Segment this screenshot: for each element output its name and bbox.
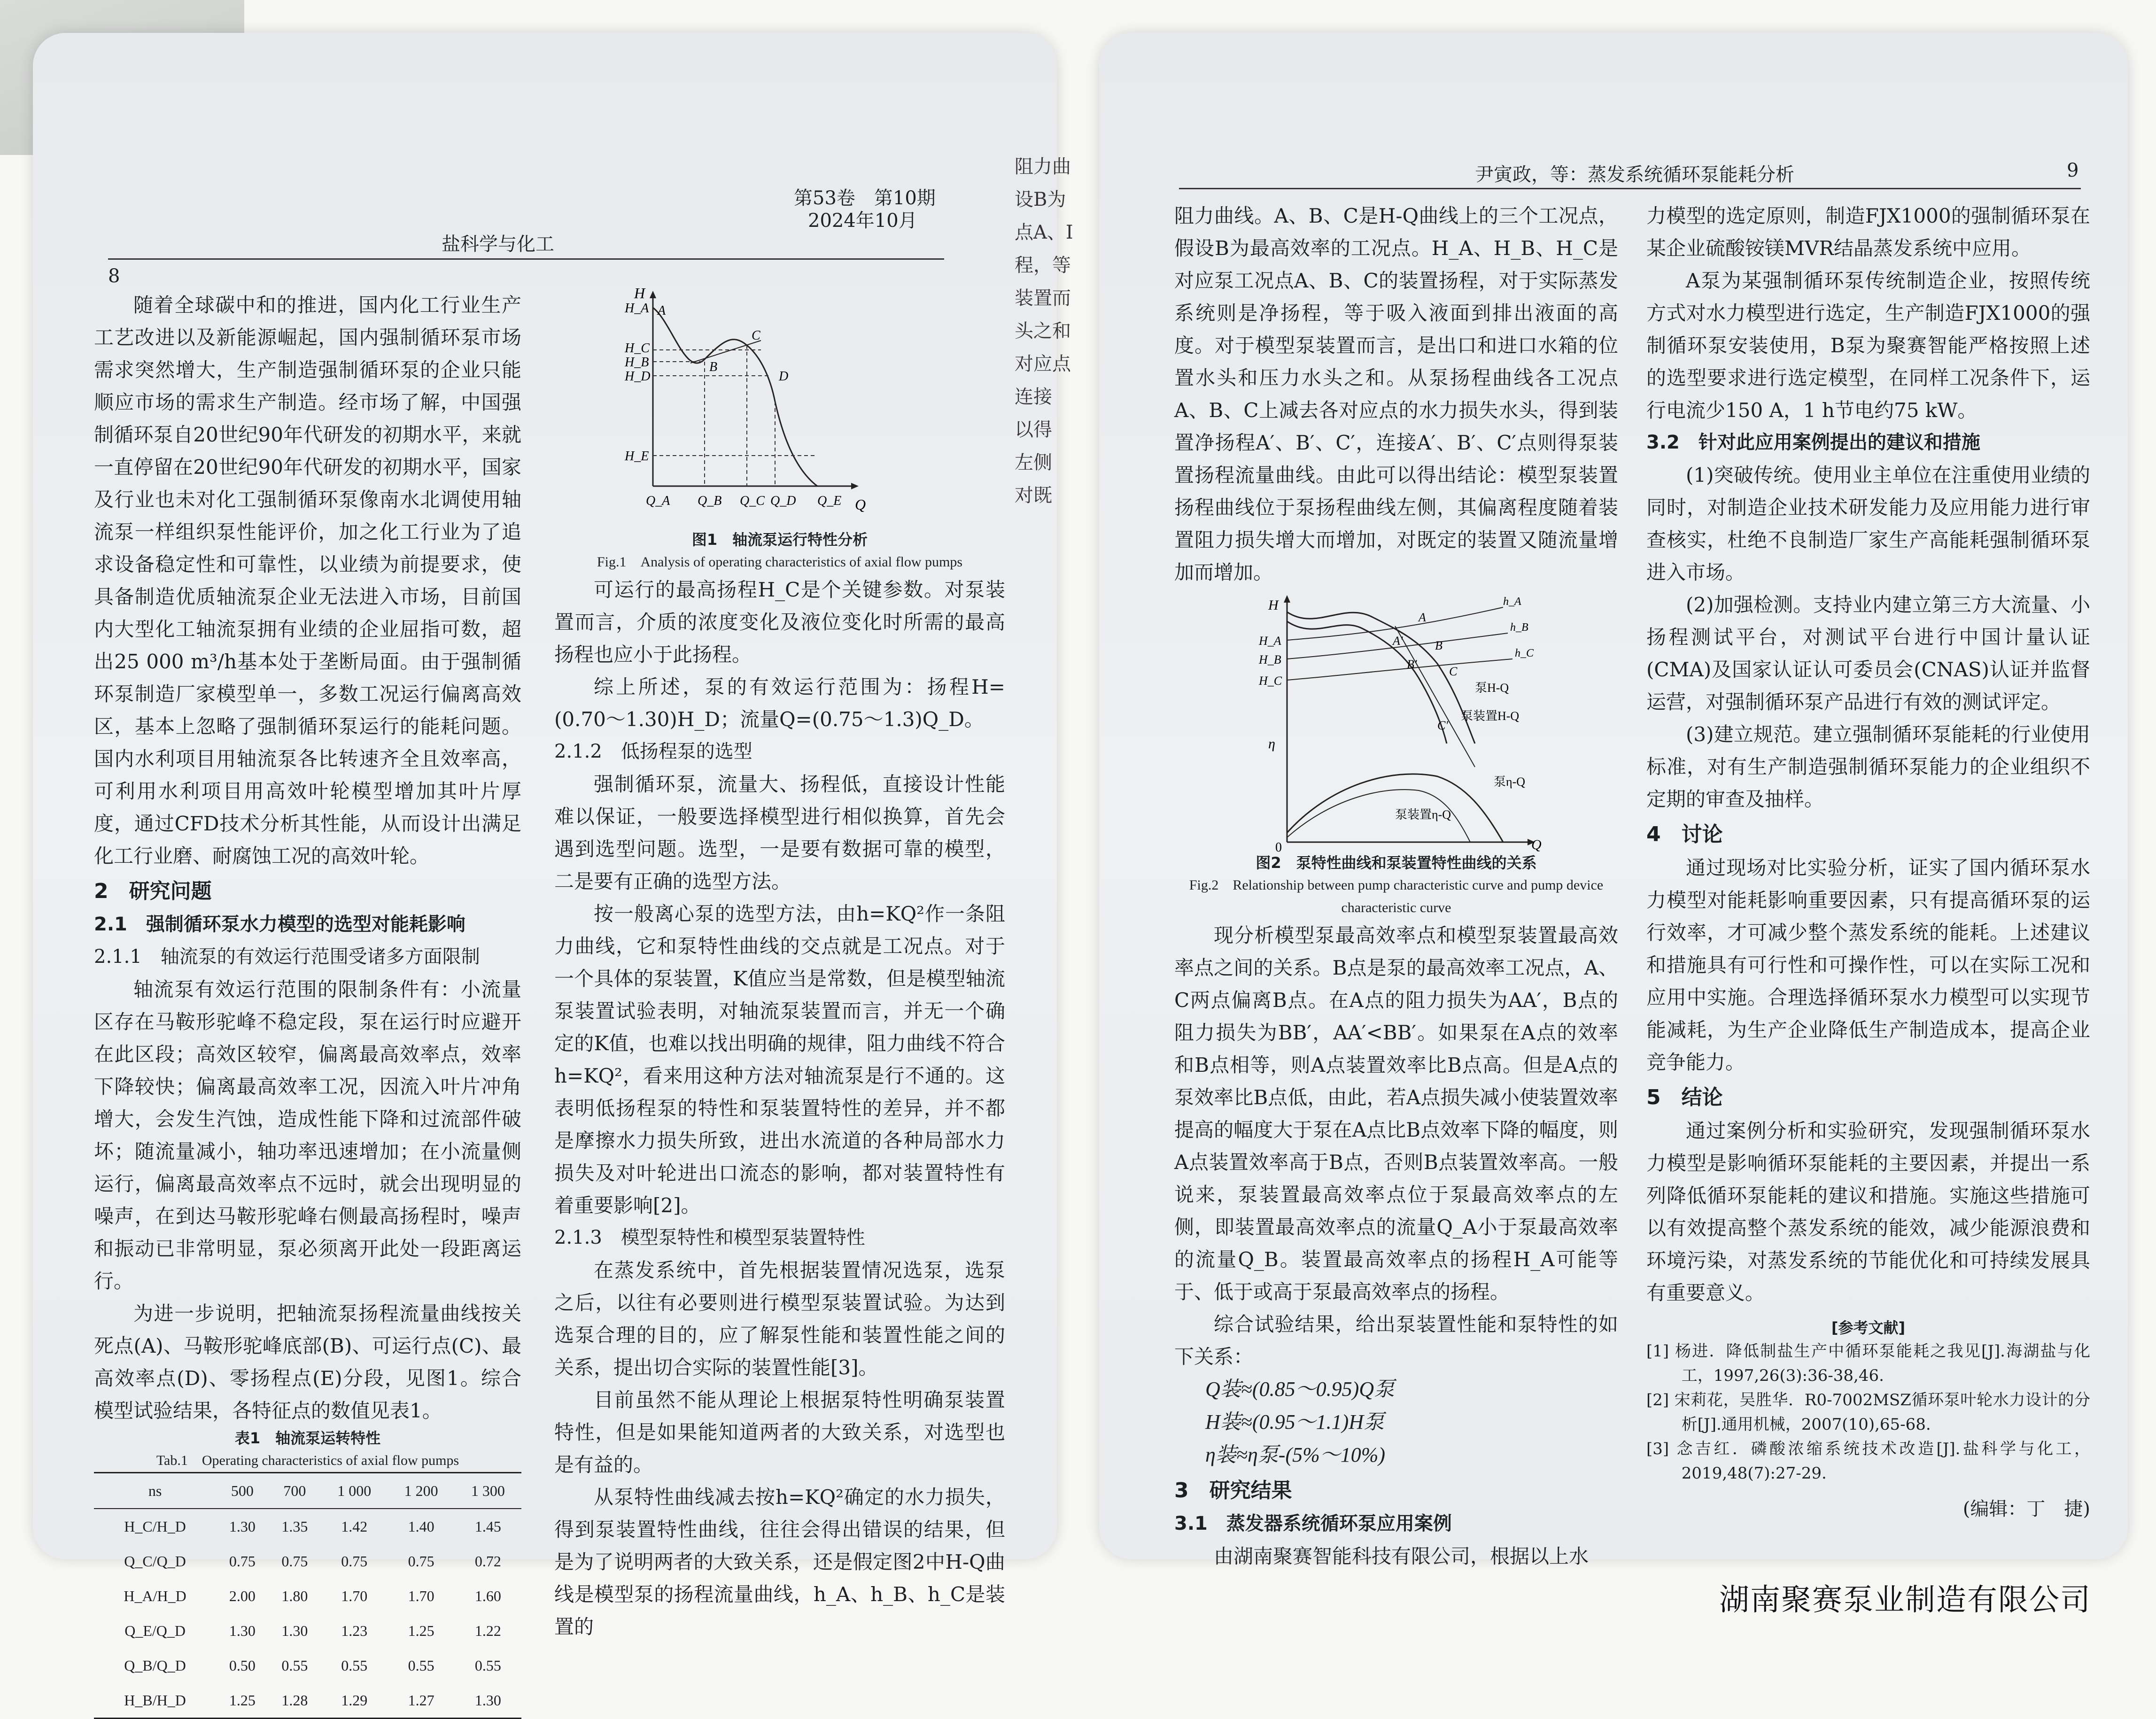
peek-line: 对应点 xyxy=(1015,353,1071,375)
figure-1 xyxy=(554,285,1005,528)
table-cell: Q_B/Q_D xyxy=(124,1657,186,1674)
section-2-heading: 2 研究问题 xyxy=(94,879,212,903)
equation-efficiency: η装≈η泵-(5%～10%) xyxy=(1205,1443,1386,1466)
fig1-point-label: B xyxy=(709,360,718,374)
table-header-row xyxy=(94,1473,521,1509)
table-cell: 1.35 xyxy=(281,1518,308,1535)
table-row xyxy=(94,1544,521,1579)
paragraph: 通过现场对比实验分析，证实了国内循环泵水力模型对能耗影响重要因素，只有提高循环泵的运行效率，才可减少整个蒸发系统的能耗。上述建议和措施具有可行性和可操作性，可以在实际工况和应用中实施。合理选择循环泵水力模型可以实现节能减耗，为生产企业降低生产制造成本，提高企业竞争能力。 xyxy=(1646,856,2090,1074)
fig1-x-tick: Q_B xyxy=(698,494,722,508)
running-title: 尹寅政，等：蒸发系统循环泵能耗分析 xyxy=(1475,164,1794,186)
paragraph: (3)建立规范。建立强制循环泵能耗的行业使用标准，对有生产制造强制循环泵能力的企业组织不定期的审查及抽样。 xyxy=(1646,723,2090,811)
table-cell: 0.72 xyxy=(474,1553,501,1570)
table-cell: 2.00 xyxy=(229,1587,256,1604)
peek-line: 以得 xyxy=(1015,419,1052,441)
reference-item: [1] 杨进．降低制盐生产中循环泵能耗之我见[J].海湖盐与化工，1997,26(3):36-38,46. xyxy=(1646,1342,2090,1385)
section-2-1-3-heading: 2.1.3 模型泵特性和模型泵装置特性 xyxy=(554,1227,865,1248)
peek-line: 装置而 xyxy=(1015,287,1071,309)
peek-line: 对既 xyxy=(1015,485,1052,506)
figure-2 xyxy=(1174,588,1618,855)
volume-issue: 第53卷 第10期 xyxy=(794,187,936,209)
table-cell: 1.23 xyxy=(341,1622,368,1639)
peek-line: 程，等 xyxy=(1015,255,1071,276)
paragraph: 现分析模型泵最高效率点和模型泵装置最高效率点之间的关系。B点是泵的最高效率工况点，A、C两点偏离B点。在A点的阻力损失为AA′，B点的阻力损失为BB′，AA′<BB′。如果泵在A点的效率和B点相等，则A点装置效率比B点高。但是A点的泵效率比B点低，由此，若A点损失减小使装置效率提高的幅度大于泵在A点比B点效率下降的幅度，则A点装置效率高于B点，否则B点装置效率高。一般说来，泵装置最高效率点位于泵最高效率点的左侧，即装置最高效率点的流量Q_A小于泵最高效率的流量Q_B。装置最高效率点的扬程H_A可能等于、低于或高于泵最高效率点的扬程。 xyxy=(1174,924,1618,1303)
fig2-label: A′ xyxy=(1393,634,1403,648)
table-header-cell: 1 200 xyxy=(404,1482,438,1499)
peek-line: 设B为 xyxy=(1015,189,1066,210)
table-cell: H_A/H_D xyxy=(124,1587,186,1604)
section-3-heading: 3 研究结果 xyxy=(1174,1479,1292,1502)
table-cell: 1.25 xyxy=(408,1622,434,1639)
fig2-label: H_B xyxy=(1259,653,1281,666)
peek-line: 头之和 xyxy=(1015,320,1071,342)
table-row xyxy=(94,1648,521,1683)
fig1-y-tick: H_D xyxy=(625,369,651,384)
table-cell: 0.55 xyxy=(408,1657,434,1674)
table-cell: 0.55 xyxy=(474,1657,501,1674)
fig2-label: h_C xyxy=(1515,647,1534,659)
table-cell: 1.25 xyxy=(229,1692,256,1709)
left-page-column-2 xyxy=(554,285,1005,1643)
fig1-x-axis-label: Q xyxy=(855,496,866,513)
references-heading: [参考文献] xyxy=(1831,1319,1906,1337)
fig2-label: H_C xyxy=(1259,674,1282,688)
table-cell: 1.28 xyxy=(281,1692,308,1709)
fig2-label: h_B xyxy=(1510,621,1528,634)
fig2-label: C′ xyxy=(1437,719,1449,732)
section-2-1-2-heading: 2.1.2 低扬程泵的选型 xyxy=(554,741,752,762)
fig1-y-tick: H_B xyxy=(625,355,649,370)
next-page-peek xyxy=(1015,150,1090,512)
table-header-cell: 1 000 xyxy=(337,1482,372,1499)
table-cell: 0.75 xyxy=(408,1553,434,1570)
header-rule xyxy=(108,258,944,260)
page-number: 8 xyxy=(108,265,120,287)
paragraph: 在蒸发系统中，首先根据装置情况选泵，选泵之后，以往有必要则进行模型泵装置试验。为达到选泵合理的目的，应了解泵性能和装置性能之间的关系，提出切合实际的装置性能[3]。 xyxy=(554,1259,1005,1379)
reference-item: [2] 宋莉花，吴胜华．R0-7002MSZ循环泵叶轮水力设计的分析[J].通用机械，2007(10),65-68. xyxy=(1646,1391,2090,1434)
paragraph: 按一般离心泵的选型方法，由h=KQ²作一条阻力曲线，它和泵特性曲线的交点就是工况点。对于一个具体的泵装置，K值应当是常数，但是模型轴流泵装置试验表明，对轴流泵装置而言，并无一个确定的K值，也难以找出明确的规律，阻力曲线不符合h=KQ²，看来用这种方法对轴流泵是行不通的。这表明低扬程泵的特性和泵装置特性的差异，并不都是摩擦水力损失所致，进出水流道的各种局部水力损失及对叶轮进出口流态的影响，都对装置特性有着重要影响[2]。 xyxy=(554,902,1005,1217)
section-3-2-heading: 3.2 针对此应用案例提出的建议和措施 xyxy=(1646,432,1980,453)
editor-credit: (编辑：丁 捷) xyxy=(1962,1498,2090,1520)
table-cell: 1.40 xyxy=(408,1518,434,1535)
paragraph: 综合试验结果，给出泵装置性能和泵特性的如下关系： xyxy=(1174,1313,1618,1368)
reference-item: [3] 念吉红．磷酸浓缩系统技术改造[J].盐科学与化工，2019,48(7):27-29. xyxy=(1646,1440,2090,1483)
paragraph: 力模型的选定原则，制造FJX1000的强制循环泵在某企业硫酸铵镁MVR结晶蒸发系统中应用。 xyxy=(1646,204,2090,260)
table-cell: 1.30 xyxy=(281,1622,308,1639)
section-2-1-1-heading: 2.1.1 轴流泵的有效运行范围受诸多方面限制 xyxy=(94,946,480,968)
fig2-label: h_A xyxy=(1503,596,1521,608)
fig2-label: 0 xyxy=(1275,840,1282,855)
table-row xyxy=(94,1613,521,1648)
right-page-column-2 xyxy=(1646,200,2090,1525)
table-cell: 0.75 xyxy=(341,1553,368,1570)
fig2-label: Q xyxy=(1531,837,1542,852)
paragraph: 为进一步说明，把轴流泵扬程流量曲线按关死点(A)、马鞍形驼峰底部(B)、可运行点(C)、最高效率点(D)、零扬程点(E)分段，见图1。综合模型试验结果，各特征点的数值见表1。 xyxy=(94,1302,521,1422)
table-cell: 1.22 xyxy=(474,1622,501,1639)
fig1-x-tick: Q_A xyxy=(646,494,670,508)
figure-1-caption-en: Fig.1 Analysis of operating characteristics of axial flow pumps xyxy=(597,554,963,570)
section-2-1-heading: 2.1 强制循环泵水力模型的选型对能耗影响 xyxy=(94,914,465,935)
fig2-label: B xyxy=(1435,639,1443,652)
table-cell: 1.27 xyxy=(408,1692,434,1709)
table-cell: 0.75 xyxy=(281,1553,308,1570)
peek-line: 点A、I xyxy=(1015,222,1073,243)
fig2-label: η xyxy=(1268,736,1275,751)
table-row xyxy=(94,1683,521,1719)
table1-title-cn: 表1 轴流泵运转特性 xyxy=(234,1429,381,1447)
peek-line: 连接 xyxy=(1015,386,1052,408)
fig1-x-tick: Q_D xyxy=(770,494,796,508)
company-watermark: 湖南聚赛泵业制造有限公司 xyxy=(1719,1583,2091,1618)
right-page xyxy=(1099,33,2128,1568)
fig1-x-tick: Q_C xyxy=(740,494,765,508)
header-rule xyxy=(1179,188,2081,189)
figure-2-plot xyxy=(1174,588,1618,855)
equation-head: H装≈(0.95～1.1)H泵 xyxy=(1205,1410,1385,1433)
fig1-y-tick: H_E xyxy=(625,449,649,464)
table-cell: 1.45 xyxy=(474,1518,501,1535)
table-header-cell: 500 xyxy=(231,1482,254,1499)
figure-2-caption-en: Fig.2 Relationship between pump characteristic curve and pump device characteristic curve xyxy=(1189,877,1604,915)
paragraph: 阻力曲线。A、B、C是H-Q曲线上的三个工况点，假设B为最高效率的工况点。H_A、H_B、H_C是对应泵工况点A、B、C的装置扬程，对于实际蒸发系统则是净扬程，等于吸入液面到排出液面的高度。对于模型泵装置而言，是出口和进口水箱的位置水头和压力水头之和。从泵扬程曲线各工况点A、B、C上减去各对应点的水力损失水头，得到装置净扬程A′、B′、C′，连接A′、B′、C′点则得泵装置扬程流量曲线。由此可以得出结论：模型泵装置扬程曲线位于泵扬程曲线左侧，其偏离程度随着装置阻力损失增大而增加，对既定的装置又随流量增加而增加。 xyxy=(1174,204,1618,584)
fig2-label: C xyxy=(1449,665,1458,678)
paragraph: (1)突破传统。使用业主单位在注重使用业绩的同时，对制造企业技术研发能力及应用能力进行审查核实，杜绝不良制造厂家生产高能耗强制循环泵进入市场。 xyxy=(1646,464,2090,584)
table-cell: 1.30 xyxy=(229,1518,256,1535)
peek-line: 左侧 xyxy=(1015,452,1052,473)
peek-line: 阻力曲 xyxy=(1015,156,1071,178)
fig1-y-tick: H_C xyxy=(625,341,650,356)
paragraph: 目前虽然不能从理论上根据泵特性明确泵装置特性，但是如果能知道两者的大致关系，对选型也是有益的。 xyxy=(554,1388,1005,1476)
table-cell: 1.29 xyxy=(341,1692,368,1709)
table-1 xyxy=(94,1472,521,1719)
paragraph: 强制循环泵，流量大、扬程低，直接设计性能难以保证，一般要选择模型进行相似换算，首先会遇到选型问题。选型，一是要有数据可靠的模型，二是要有正确的选型方法。 xyxy=(554,773,1005,893)
intro-paragraph: 随着全球碳中和的推进，国内化工行业生产工艺改进以及新能源崛起，国内强制循环泵市场需求突然增大，生产制造强制循环泵的企业只能顺应市场的需求生产制造。经市场了解，中国强制循环泵自20世纪90年代研发的初期水平，来就一直停留在20世纪90年代研发的初期水平，国家及行业也未对化工强制循环泵像南水北调使用轴流泵一样组织泵性能评价，加之化工行业为了追求设备稳定性和可靠性，以业绩为前提要求，使具备制造优质轴流泵企业无法进入市场，目前国内大型化工轴流泵拥有业绩的企业屈指可数，超出25 000 m³/h基本处于垄断局面。由于强制循环泵制造厂家模型单一，多数工况运行偏离高效区，基本上忽略了强制循环泵运行的能耗问题。国内水利项目用轴流泵各比转速齐全且效率高，可利用水利项目用高效叶轮模型增加其叶片厚度，通过CFD技术分析其性能，从而设计出满足化工行业磨、耐腐蚀工况的高效叶轮。 xyxy=(94,294,521,867)
table-cell: Q_E/Q_D xyxy=(124,1622,186,1639)
paragraph: 从泵特性曲线减去按h=KQ²确定的水力损失，得到泵装置特性曲线，往往会得出错误的结果，但是为了说明两者的大致关系，还是假定图2中H-Q曲线是模型泵的扬程流量曲线，h_A、h_B、h_C是装置的 xyxy=(554,1486,1005,1638)
table-cell: 0.55 xyxy=(341,1657,368,1674)
right-page-column-1 xyxy=(1174,200,1618,1572)
section-5-heading: 5 结论 xyxy=(1646,1085,1723,1109)
journal-name: 盐科学与化工 xyxy=(442,233,554,255)
table-cell: H_C/H_D xyxy=(124,1518,186,1535)
page-number: 9 xyxy=(2067,160,2079,181)
fig1-y-axis-label: H xyxy=(634,285,645,302)
figure-1-caption-cn: 图1 轴流泵运行特性分析 xyxy=(691,531,868,549)
table-cell: 0.55 xyxy=(281,1657,308,1674)
section-3-1-heading: 3.1 蒸发器系统循环泵应用案例 xyxy=(1174,1513,1452,1534)
fig1-point-label: A xyxy=(658,303,666,318)
table-row xyxy=(94,1509,521,1544)
fig2-label: 泵η-Q xyxy=(1494,775,1526,789)
paragraph: 可运行的最高扬程H_C是个关键参数。对泵装置而言，介质的浓度变化及液位变化时所需的最高扬程也应小于此扬程。 xyxy=(554,578,1005,666)
table-cell: 0.50 xyxy=(229,1657,256,1674)
table-cell: 1.30 xyxy=(474,1692,501,1709)
paragraph: 综上所述，泵的有效运行范围为：扬程H=(0.70～1.30)H_D；流量Q=(0.75～1.3)Q_D。 xyxy=(554,675,1005,731)
fig2-label: A xyxy=(1419,611,1426,624)
issue-date: 2024年10月 xyxy=(808,210,917,232)
paragraph: (2)加强检测。支持业内建立第三方大流量、小扬程测试平台，对测试平台进行中国计量认证(CMA)及国家认证认可委员会(CNAS)认证并监督运营，对强制循环泵产品进行有效的测试评定。 xyxy=(1646,593,2090,713)
fig2-label: 泵装置H-Q xyxy=(1461,709,1520,723)
fig1-point-label: D xyxy=(779,369,789,384)
table-cell: 1.80 xyxy=(281,1587,308,1604)
paragraph: 由湖南聚赛智能科技有限公司，根据以上水 xyxy=(1214,1545,1589,1568)
table-header-cell: 1 300 xyxy=(471,1482,505,1499)
fig2-label: 泵装置η-Q xyxy=(1395,808,1451,821)
table-cell: 1.70 xyxy=(408,1587,434,1604)
left-page-column-1 xyxy=(94,289,521,1719)
table-cell: H_B/H_D xyxy=(124,1692,186,1709)
figure-1-plot xyxy=(554,285,1005,528)
table-header-cell: ns xyxy=(148,1482,162,1499)
table-cell: 1.60 xyxy=(474,1587,501,1604)
paragraph: 轴流泵有效运行范围的限制条件有：小流量区存在马鞍形驼峰不稳定段，泵在运行时应避开在此区段；高效区较窄，偏离最高效率点，效率下降较快；偏离最高效率工况，因流入叶片冲角增大，会发生汽蚀，造成性能下降和过流部件破坏；随流量减小，轴功率迅速增加；在小流量侧运行，偏离最高效率点不远时，就会出现明显的噪声，在到达马鞍形驼峰右侧最高扬程时，噪声和振动已非常明显，泵必须离开此处一段距离运行。 xyxy=(94,978,521,1293)
fig2-label: 泵H-Q xyxy=(1475,681,1509,695)
paragraph: 通过案例分析和实验研究，发现强制循环泵水力模型是影响循环泵能耗的主要因素，并提出一系列降低循环泵能耗的建议和措施。实施这些措施可以有效提高整个蒸发系统的能效，减少能源浪费和环境污染，对蒸发系统的节能优化和可持续发展具有重要意义。 xyxy=(1646,1119,2090,1304)
fig2-label: B′ xyxy=(1407,658,1417,671)
fig2-label: H xyxy=(1268,597,1279,613)
table-cell: 1.70 xyxy=(341,1587,368,1604)
equation-flow: Q装≈(0.85～0.95)Q泵 xyxy=(1205,1378,1395,1401)
table-cell: 0.75 xyxy=(229,1553,256,1570)
left-page xyxy=(33,33,1073,1709)
fig1-y-tick: H_A xyxy=(625,301,649,316)
paragraph: A泵为某强制循环泵传统制造企业，按照传统方式对水力模型进行选定，生产制造FJX1000的强制循环泵安装使用，B泵为聚赛智能严格按照上述的选型要求进行选定模型，在同样工况条件下，运行电流少150 A，1 h节电约75 kW。 xyxy=(1646,269,2090,422)
table-cell: Q_C/Q_D xyxy=(124,1553,186,1570)
table-header-cell: 700 xyxy=(283,1482,306,1499)
table-row xyxy=(94,1579,521,1613)
section-4-heading: 4 讨论 xyxy=(1646,822,1723,846)
fig2-label: H_A xyxy=(1259,634,1281,648)
fig1-x-tick: Q_E xyxy=(817,494,842,508)
table1-title-en: Tab.1 Operating characteristics of axial flow pumps xyxy=(156,1453,459,1468)
figure-2-caption-cn: 图2 泵特性曲线和泵装置特性曲线的关系 xyxy=(1256,854,1537,872)
table-cell: 1.30 xyxy=(229,1622,256,1639)
fig1-point-label: C xyxy=(752,328,760,343)
table-cell: 1.42 xyxy=(341,1518,368,1535)
